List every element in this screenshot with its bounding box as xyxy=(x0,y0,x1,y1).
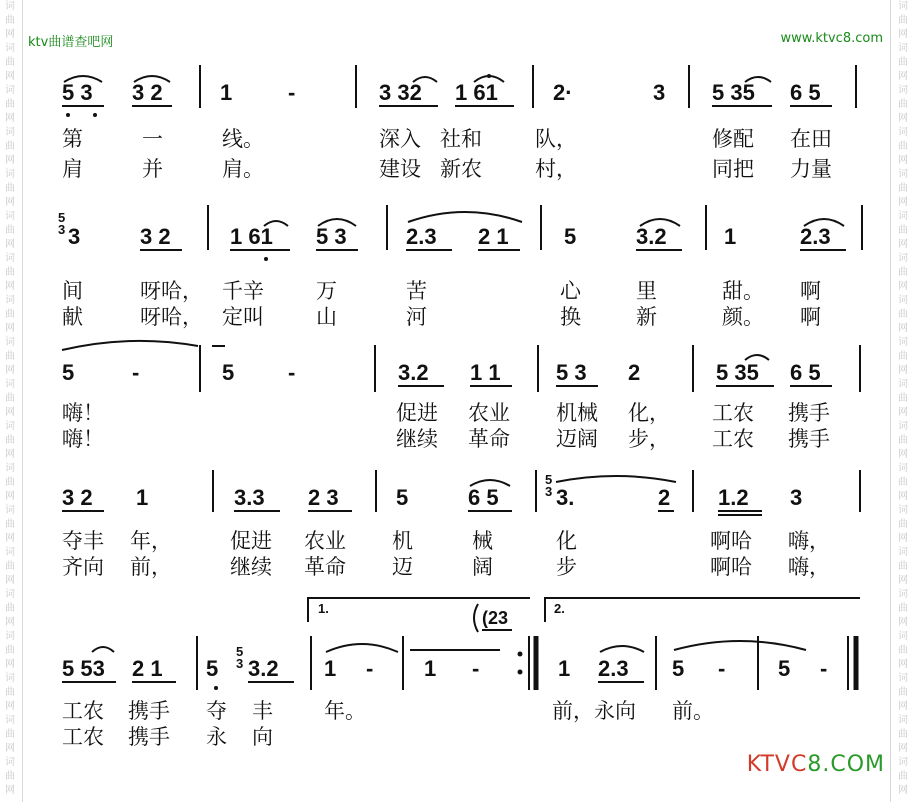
lyric: 继续 xyxy=(230,555,272,579)
volta-label: 1. xyxy=(318,601,329,616)
lyric: 前， xyxy=(130,555,172,579)
note: 3 2 xyxy=(140,224,171,249)
watermark-glyph: 网 xyxy=(5,29,15,40)
watermark-glyph: 网 xyxy=(898,701,908,712)
lyric: 力量 xyxy=(790,157,832,181)
watermark-glyph: 词 xyxy=(898,421,908,432)
watermark-glyph: 词 xyxy=(5,85,15,96)
site-logo: KTVC8.COM xyxy=(746,752,885,777)
lyric: 永 xyxy=(206,725,227,749)
lyric: 前，永向 xyxy=(552,699,636,723)
lyric: 夺 xyxy=(206,699,227,723)
note: 5 xyxy=(778,656,791,681)
watermark-glyph: 网 xyxy=(5,491,15,502)
note: 3.2 xyxy=(636,224,667,249)
note: 5 3 xyxy=(316,224,347,249)
lyric: 携手 xyxy=(128,725,170,749)
lyric: 化， xyxy=(628,401,670,425)
note: 1 1 xyxy=(470,360,501,385)
watermark-glyph: 曲 xyxy=(898,435,908,446)
note: 3. xyxy=(556,485,575,510)
lyric: 换 xyxy=(560,305,581,329)
volta-label: 2. xyxy=(554,601,565,616)
watermark-glyph: 曲 xyxy=(5,561,15,572)
lyric: 定叫 xyxy=(222,305,264,329)
note: - xyxy=(288,80,296,105)
lyric: 啊 xyxy=(800,279,821,303)
note: 5 35 xyxy=(712,80,755,105)
watermark-glyph: 词 xyxy=(5,589,15,600)
watermark-glyph: 曲 xyxy=(5,15,15,26)
watermark-glyph: 词 xyxy=(5,463,15,474)
watermark-glyph: 网 xyxy=(5,575,15,586)
watermark-glyph: 词 xyxy=(5,673,15,684)
note: 2· xyxy=(553,80,573,105)
note: 1 xyxy=(324,656,337,681)
note: - xyxy=(366,656,374,681)
note: 1 xyxy=(136,485,149,510)
watermark-glyph: 词 xyxy=(5,757,15,768)
lyric: 修配 xyxy=(712,127,754,151)
score-row-1 xyxy=(62,65,856,182)
note: 2 1 xyxy=(132,656,163,681)
watermark-glyph: 曲 xyxy=(5,309,15,320)
watermark-glyph: 曲 xyxy=(5,393,15,404)
watermark-glyph: 词 xyxy=(898,589,908,600)
grace-mark: 5 xyxy=(545,472,553,487)
lyric: 深入 xyxy=(379,127,421,151)
watermark-glyph: 网 xyxy=(898,29,908,40)
note: 1 xyxy=(558,656,571,681)
watermark-glyph: 词 xyxy=(5,505,15,516)
lyric: 间 xyxy=(62,279,83,303)
watermark-glyph: 网 xyxy=(898,407,908,418)
watermark-glyph: 曲 xyxy=(898,351,908,362)
breath-notes: (23 xyxy=(482,608,509,628)
watermark-glyph: 词 xyxy=(5,1,15,12)
lyric: 新农 xyxy=(440,157,482,181)
lyric: 迈阔 xyxy=(556,427,598,451)
note: 5 xyxy=(396,485,409,510)
grace-mark: 5 xyxy=(58,210,66,225)
lyric: 第 xyxy=(62,127,83,151)
watermark-glyph: 曲 xyxy=(898,477,908,488)
watermark-glyph: 曲 xyxy=(898,729,908,740)
watermark-glyph: 词 xyxy=(898,169,908,180)
note: 6 5 xyxy=(790,360,821,385)
score-row-4 xyxy=(62,470,860,580)
watermark-glyph: 曲 xyxy=(898,561,908,572)
watermark-glyph: 词 xyxy=(898,631,908,642)
lyric: 线。 xyxy=(222,127,264,151)
watermark-glyph: 网 xyxy=(5,323,15,334)
lyric: 甜。 xyxy=(722,279,764,303)
lyric: 嗨， xyxy=(788,555,830,579)
watermark-glyph: 词 xyxy=(898,253,908,264)
watermark-glyph: 网 xyxy=(5,239,15,250)
watermark-glyph: 词 xyxy=(898,715,908,726)
watermark-glyph: 网 xyxy=(5,365,15,376)
watermark-glyph: 词 xyxy=(5,421,15,432)
watermark-glyph: 曲 xyxy=(898,687,908,698)
lyric: 工农 xyxy=(62,699,104,723)
watermark-glyph: 曲 xyxy=(898,309,908,320)
note: 3 xyxy=(790,485,803,510)
lyric: 啊哈 xyxy=(710,529,752,553)
lyric: 革命 xyxy=(468,427,510,451)
lyric: 山 xyxy=(316,305,337,329)
note: 1 61 xyxy=(230,224,273,249)
note: 5 53 xyxy=(62,656,105,681)
note: 1 61 xyxy=(455,80,498,105)
score-row-5 xyxy=(62,598,860,749)
lyric: 千辛 xyxy=(222,279,264,303)
watermark-glyph: 网 xyxy=(5,701,15,712)
lyric: 万 xyxy=(316,279,337,303)
note: 5 xyxy=(206,656,219,681)
lyric: 心 xyxy=(560,279,581,303)
note: 2 xyxy=(628,360,641,385)
lyric: 嗨！ xyxy=(62,401,104,425)
watermark-glyph: 词 xyxy=(898,463,908,474)
watermark-glyph: 曲 xyxy=(898,99,908,110)
watermark-glyph: 网 xyxy=(5,533,15,544)
note: 3.3 xyxy=(234,485,265,510)
watermark-glyph: 词 xyxy=(5,379,15,390)
watermark-glyph: 曲 xyxy=(5,351,15,362)
lyric: 年。 xyxy=(324,699,366,723)
grace-mark: 3 xyxy=(236,656,244,671)
watermark-glyph: 词 xyxy=(898,505,908,516)
watermark-glyph: 网 xyxy=(898,365,908,376)
watermark-glyph: 曲 xyxy=(5,771,15,782)
lyric: 机 xyxy=(392,529,413,553)
watermark-glyph: 词 xyxy=(5,43,15,54)
lyric: 械 xyxy=(472,529,493,553)
watermark-glyph: 曲 xyxy=(898,771,908,782)
note: 6 5 xyxy=(790,80,821,105)
note: - xyxy=(820,656,828,681)
watermark-glyph: 网 xyxy=(5,449,15,460)
watermark-glyph: 词 xyxy=(898,337,908,348)
watermark-glyph: 曲 xyxy=(898,645,908,656)
note: - xyxy=(132,360,140,385)
watermark-glyph: 词 xyxy=(898,85,908,96)
watermark-glyph: 曲 xyxy=(5,519,15,530)
lyric: 革命 xyxy=(304,555,346,579)
lyric: 化 xyxy=(556,529,577,553)
watermark-glyph: 词 xyxy=(5,547,15,558)
lyric: 献 xyxy=(62,305,83,329)
note: 3 xyxy=(653,80,666,105)
watermark-glyph: 网 xyxy=(5,281,15,292)
watermark-glyph: 网 xyxy=(5,113,15,124)
watermark-glyph: 曲 xyxy=(5,141,15,152)
watermark-glyph: 曲 xyxy=(5,477,15,488)
watermark-glyph: 网 xyxy=(898,281,908,292)
lyric: 新 xyxy=(636,305,657,329)
note: 5 3 xyxy=(556,360,587,385)
watermark-glyph: 词 xyxy=(898,295,908,306)
watermark-glyph: 曲 xyxy=(898,141,908,152)
lyric: 农业 xyxy=(304,529,346,553)
watermark-glyph: 网 xyxy=(5,155,15,166)
note: 5 35 xyxy=(716,360,759,385)
lyric: 嗨， xyxy=(788,529,830,553)
watermark-glyph: 词 xyxy=(898,127,908,138)
watermark-glyph: 网 xyxy=(898,449,908,460)
note: 2 1 xyxy=(478,224,509,249)
watermark-glyph: 词 xyxy=(5,295,15,306)
lyric: 河 xyxy=(406,305,427,329)
note: - xyxy=(288,360,296,385)
note: 1.2 xyxy=(718,485,749,510)
watermark-glyph: 曲 xyxy=(898,225,908,236)
lyric: 携手 xyxy=(128,699,170,723)
lyric: 工农 xyxy=(712,401,754,425)
note: - xyxy=(472,656,480,681)
lyric: 工农 xyxy=(62,725,104,749)
volta-bracket-2 xyxy=(545,598,860,622)
lyric: 步 xyxy=(556,555,577,579)
lyric: 呀哈， xyxy=(140,279,203,303)
lyric: 年， xyxy=(130,529,172,553)
lyric: 继续 xyxy=(396,427,438,451)
watermark-glyph: 词 xyxy=(5,715,15,726)
note: 5 xyxy=(564,224,577,249)
site-name-left[interactable]: ktv曲谱查吧网 xyxy=(28,35,114,50)
watermark-glyph: 网 xyxy=(898,785,908,796)
lyric: 里 xyxy=(636,279,657,303)
watermark-glyph: 网 xyxy=(5,659,15,670)
watermark-glyph: 词 xyxy=(898,547,908,558)
score-row-2 xyxy=(58,205,862,330)
watermark-glyph: 词 xyxy=(898,211,908,222)
watermark-glyph: 曲 xyxy=(5,57,15,68)
lyric: 建设 xyxy=(379,157,421,181)
watermark-glyph: 网 xyxy=(898,71,908,82)
note: 3 xyxy=(68,224,81,249)
watermark-glyph: 网 xyxy=(898,533,908,544)
watermark-glyph: 网 xyxy=(5,407,15,418)
lyric: 夺丰 xyxy=(62,529,104,553)
note: 5 xyxy=(672,656,685,681)
watermark-glyph: 网 xyxy=(898,155,908,166)
lyric: 呀哈， xyxy=(140,305,203,329)
grace-mark: 5 xyxy=(236,644,244,659)
note: 2.3 xyxy=(800,224,831,249)
lyric: 迈 xyxy=(392,555,413,579)
lyric: 村， xyxy=(535,157,577,181)
lyric: 同把 xyxy=(712,157,754,181)
watermark-glyph: 曲 xyxy=(5,645,15,656)
watermark-glyph: 词 xyxy=(5,253,15,264)
watermark-glyph: 网 xyxy=(5,617,15,628)
lyric: 齐向 xyxy=(62,555,104,579)
note: - xyxy=(718,656,726,681)
note: 5 xyxy=(62,360,75,385)
lyric: 肩 xyxy=(62,157,83,181)
note: 3.2 xyxy=(248,656,279,681)
lyric: 携手 xyxy=(788,401,830,425)
lyric: 向 xyxy=(252,725,273,749)
lyric: 啊哈 xyxy=(710,555,752,579)
watermark-glyph: 词 xyxy=(5,631,15,642)
site-url-right[interactable]: www.ktvc8.com xyxy=(780,31,883,46)
lyric: 在田 xyxy=(790,127,832,151)
note: 3.2 xyxy=(398,360,429,385)
watermark-glyph: 网 xyxy=(5,197,15,208)
lyric: 步， xyxy=(628,427,670,451)
lyric: 阔 xyxy=(472,555,493,579)
lyric: 工农 xyxy=(712,427,754,451)
lyric: 丰 xyxy=(252,699,273,723)
watermark-glyph: 曲 xyxy=(5,687,15,698)
watermark-glyph: 网 xyxy=(898,197,908,208)
watermark-glyph: 网 xyxy=(898,743,908,754)
watermark-glyph: 曲 xyxy=(5,729,15,740)
grace-mark: 3 xyxy=(58,222,66,237)
note: 1 xyxy=(424,656,437,681)
watermark-glyph: 曲 xyxy=(5,603,15,614)
lyric: 携手 xyxy=(788,427,830,451)
watermark-glyph: 曲 xyxy=(5,99,15,110)
note: 3 2 xyxy=(132,80,163,105)
note: 6 5 xyxy=(468,485,499,510)
watermark-glyph: 网 xyxy=(898,239,908,250)
grace-mark: 3 xyxy=(545,484,553,499)
watermark-glyph: 网 xyxy=(5,71,15,82)
watermark-glyph: 网 xyxy=(898,491,908,502)
watermark-glyph: 曲 xyxy=(5,435,15,446)
lyric: 社和 xyxy=(440,127,482,151)
watermark-glyph: 曲 xyxy=(898,393,908,404)
lyric: 苦 xyxy=(406,279,427,303)
watermark-glyph: 曲 xyxy=(898,267,908,278)
watermark-glyph: 网 xyxy=(898,575,908,586)
watermark-glyph: 网 xyxy=(898,617,908,628)
lyric: 农业 xyxy=(468,401,510,425)
note: 2.3 xyxy=(406,224,437,249)
lyric: 并 xyxy=(142,157,163,181)
watermark-glyph: 曲 xyxy=(5,225,15,236)
lyric: 机械 xyxy=(556,401,598,425)
watermark-glyph: 词 xyxy=(898,673,908,684)
note: 3 2 xyxy=(62,485,93,510)
watermark-glyph: 词 xyxy=(898,1,908,12)
lyric: 队， xyxy=(535,127,577,151)
note: 1 xyxy=(724,224,737,249)
watermark-glyph: 网 xyxy=(5,743,15,754)
watermark-glyph: 词 xyxy=(5,337,15,348)
watermark-glyph: 曲 xyxy=(898,183,908,194)
note: 5 xyxy=(222,360,235,385)
lyric: 前。 xyxy=(672,699,714,723)
watermark-glyph: 曲 xyxy=(5,267,15,278)
lyric: 嗨！ xyxy=(62,427,104,451)
watermark-glyph: 词 xyxy=(898,379,908,390)
watermark-glyph: 网 xyxy=(898,659,908,670)
watermark-glyph: 网 xyxy=(898,113,908,124)
lyric: 促进 xyxy=(230,529,272,553)
watermark-glyph: 曲 xyxy=(898,15,908,26)
watermark-glyph: 曲 xyxy=(898,57,908,68)
watermark-glyph: 网 xyxy=(5,785,15,796)
watermark-glyph: 词 xyxy=(898,757,908,768)
watermark-glyph: 曲 xyxy=(898,603,908,614)
lyric: 肩。 xyxy=(222,157,264,181)
watermark-glyph: 词 xyxy=(5,211,15,222)
lyric: 啊 xyxy=(800,305,821,329)
lyric: 颜。 xyxy=(722,305,764,329)
note: 3 32 xyxy=(379,80,422,105)
lyric: 促进 xyxy=(396,401,438,425)
note: 2 xyxy=(658,485,671,510)
watermark-glyph: 词 xyxy=(5,127,15,138)
watermark-glyph: 词 xyxy=(5,169,15,180)
watermark-glyph: 网 xyxy=(898,323,908,334)
note: 1 xyxy=(220,80,233,105)
note: 2.3 xyxy=(598,656,629,681)
lyric: 一 xyxy=(142,127,163,151)
note: 2 3 xyxy=(308,485,339,510)
score-row-3 xyxy=(62,341,860,452)
watermark-glyph: 词 xyxy=(898,43,908,54)
watermark-glyph: 曲 xyxy=(898,519,908,530)
note: 5 3 xyxy=(62,80,93,105)
watermark-glyph: 曲 xyxy=(5,183,15,194)
